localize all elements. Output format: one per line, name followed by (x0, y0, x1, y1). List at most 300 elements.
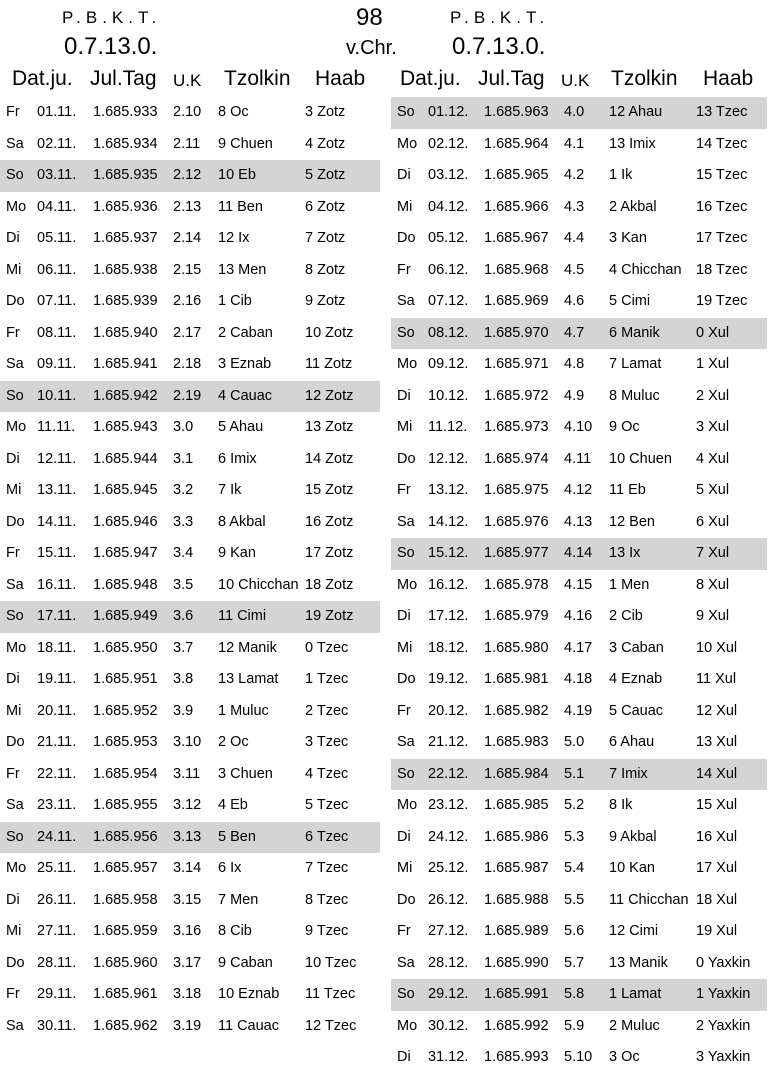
table-row (0, 948, 380, 980)
table-row (391, 790, 767, 822)
uk-cell: 4.8 (564, 356, 585, 372)
uk-cell: 2.17 (173, 324, 202, 341)
haab-cell: 10 Zotz (305, 324, 354, 341)
weekday-cell: Mo (397, 1017, 418, 1034)
tzolkin-cell: 1 Ik (609, 167, 633, 183)
haab-cell: 3 Yaxkin (696, 1049, 751, 1065)
date-cell: 07.12. (428, 293, 469, 309)
date-cell: 27.11. (37, 923, 77, 939)
haab-cell: 16 Zotz (305, 513, 354, 530)
tzolkin-cell: 11 Ben (218, 198, 263, 215)
date-cell: 22.12. (428, 765, 469, 782)
table-row (391, 696, 767, 728)
table-row (391, 286, 767, 318)
haab-cell: 5 Xul (696, 482, 730, 498)
tzolkin-cell: 4 Eznab (609, 671, 663, 687)
julian-day-cell: 1.685.976 (484, 513, 549, 530)
haab-cell: 10 Tzec (305, 954, 357, 971)
julian-day-cell: 1.685.945 (93, 482, 158, 498)
tzolkin-cell: 10 Eb (218, 167, 256, 183)
date-cell: 19.11. (37, 671, 77, 687)
table-row (391, 160, 767, 192)
weekday-cell: Mo (397, 797, 418, 813)
julian-day-cell: 1.685.955 (93, 797, 158, 813)
weekday-cell: Di (6, 450, 20, 467)
haab-cell: 19 Zotz (305, 608, 354, 624)
uk-cell: 3.6 (173, 608, 194, 624)
weekday-cell: Mo (397, 356, 418, 372)
uk-cell: 2.11 (173, 135, 201, 152)
weekday-cell: So (6, 828, 24, 845)
weekday-cell: Do (6, 293, 25, 309)
haab-cell: 11 Zotz (305, 356, 353, 372)
date-cell: 09.11. (37, 356, 77, 372)
julian-day-cell: 1.685.959 (93, 923, 158, 939)
julian-day-cell: 1.685.988 (484, 891, 549, 908)
date-cell: 10.12. (428, 387, 469, 404)
tzolkin-cell: 2 Caban (218, 324, 273, 341)
tzolkin-cell: 10 Kan (609, 860, 655, 876)
weekday-cell: Mo (6, 860, 27, 876)
julian-day-cell: 1.685.934 (93, 135, 158, 152)
tzolkin-cell: 10 Chuen (609, 450, 672, 467)
haab-cell: 9 Xul (696, 608, 730, 624)
haab-cell: 1 Tzec (305, 671, 349, 687)
uk-cell: 2.14 (173, 230, 202, 246)
table-row-sunday (0, 381, 380, 413)
date-cell: 14.11. (37, 513, 77, 530)
tzolkin-cell: 13 Ix (609, 545, 641, 561)
uk-cell: 5.4 (564, 860, 585, 876)
julian-day-cell: 1.685.967 (484, 230, 549, 246)
tzolkin-cell: 5 Ahau (218, 419, 264, 435)
julian-day-cell: 1.685.939 (93, 293, 158, 309)
table-row (391, 664, 767, 696)
uk-cell: 2.15 (173, 261, 202, 278)
table-row (391, 885, 767, 917)
tzolkin-cell: 8 Ik (609, 797, 633, 813)
right-pbkt-label: P.B.K.T. (450, 8, 550, 27)
date-cell: 15.12. (428, 545, 469, 561)
haab-cell: 14 Tzec (696, 135, 748, 152)
uk-cell: 5.9 (564, 1017, 585, 1034)
julian-day-cell: 1.685.942 (93, 387, 158, 404)
uk-cell: 4.12 (564, 482, 593, 498)
weekday-cell: Do (397, 891, 416, 908)
date-cell: 09.12. (428, 356, 469, 372)
table-row (0, 885, 380, 917)
tzolkin-cell: 8 Oc (218, 104, 249, 120)
weekday-cell: Sa (397, 954, 415, 971)
table-row-sunday (0, 822, 380, 854)
table-row (391, 570, 767, 602)
left-pbkt-label: P.B.K.T. (62, 8, 162, 27)
date-cell: 26.11. (37, 891, 77, 908)
tzolkin-cell: 9 Oc (609, 419, 640, 435)
uk-cell: 3.7 (173, 639, 194, 656)
julian-day-cell: 1.685.977 (484, 545, 549, 561)
left-col-header-jd: Jul.Tag (90, 67, 157, 90)
weekday-cell: Sa (6, 135, 24, 152)
haab-cell: 6 Zotz (305, 198, 346, 215)
tzolkin-cell: 7 Lamat (609, 356, 662, 372)
julian-day-cell: 1.685.946 (93, 513, 158, 530)
date-cell: 24.11. (37, 828, 77, 845)
table-row (0, 853, 380, 885)
table-row (0, 444, 380, 476)
haab-cell: 13 Tzec (696, 104, 748, 120)
julian-day-cell: 1.685.975 (484, 482, 549, 498)
table-row (391, 192, 767, 224)
haab-cell: 14 Zotz (305, 450, 354, 467)
right-col-header-tzolkin: Tzolkin (611, 67, 678, 90)
haab-cell: 7 Tzec (305, 860, 349, 876)
haab-cell: 4 Tzec (305, 765, 349, 782)
julian-day-cell: 1.685.966 (484, 198, 549, 215)
haab-cell: 3 Tzec (305, 734, 349, 750)
weekday-cell: Mi (6, 482, 22, 498)
tzolkin-cell: 3 Chuen (218, 765, 273, 782)
tzolkin-cell: 11 Chicchan (609, 891, 689, 908)
date-cell: 11.11. (37, 419, 76, 435)
date-cell: 20.12. (428, 702, 469, 719)
uk-cell: 4.14 (564, 545, 593, 561)
julian-day-cell: 1.685.992 (484, 1017, 549, 1034)
table-row (391, 223, 767, 255)
table-row (391, 129, 767, 161)
uk-cell: 4.18 (564, 671, 593, 687)
uk-cell: 5.0 (564, 734, 585, 750)
haab-cell: 11 Xul (696, 671, 737, 687)
date-cell: 13.12. (428, 482, 469, 498)
table-row (0, 507, 380, 539)
table-row (391, 412, 767, 444)
weekday-cell: Di (397, 167, 411, 183)
date-cell: 04.11. (37, 198, 77, 215)
weekday-cell: Mo (397, 135, 418, 152)
haab-cell: 16 Xul (696, 828, 738, 845)
date-cell: 17.12. (428, 608, 469, 624)
date-cell: 24.12. (428, 828, 469, 845)
tzolkin-cell: 2 Muluc (609, 1017, 660, 1034)
julian-day-cell: 1.685.973 (484, 419, 549, 435)
julian-day-cell: 1.685.944 (93, 450, 158, 467)
tzolkin-cell: 8 Cib (218, 923, 252, 939)
weekday-cell: Mi (6, 923, 22, 939)
uk-cell: 3.18 (173, 986, 202, 1002)
julian-day-cell: 1.685.950 (93, 639, 158, 656)
tzolkin-cell: 4 Chicchan (609, 261, 682, 278)
table-row (391, 1042, 767, 1074)
tzolkin-cell: 10 Chicchan (218, 576, 299, 593)
table-row (391, 633, 767, 665)
uk-cell: 4.7 (564, 324, 585, 341)
tzolkin-cell: 5 Cimi (609, 293, 651, 309)
date-cell: 28.11. (37, 954, 77, 971)
weekday-cell: Do (6, 513, 25, 530)
date-cell: 02.12. (428, 135, 469, 152)
haab-cell: 8 Xul (696, 576, 730, 593)
date-cell: 04.12. (428, 198, 469, 215)
table-row (391, 381, 767, 413)
left-col-header-tzolkin: Tzolkin (224, 67, 291, 90)
table-row (391, 475, 767, 507)
tzolkin-cell: 12 Ix (218, 230, 250, 246)
tzolkin-cell: 6 Ix (218, 860, 242, 876)
tzolkin-cell: 6 Imix (218, 450, 257, 467)
julian-day-cell: 1.685.981 (484, 671, 549, 687)
table-row-sunday (391, 97, 767, 129)
uk-cell: 5.8 (564, 986, 585, 1002)
table-row (0, 129, 380, 161)
haab-cell: 17 Xul (696, 860, 738, 876)
uk-cell: 4.13 (564, 513, 593, 530)
weekday-cell: Di (397, 1049, 411, 1065)
tzolkin-cell: 7 Imix (609, 765, 648, 782)
table-row (0, 696, 380, 728)
weekday-cell: Mi (397, 419, 413, 435)
date-cell: 27.12. (428, 923, 469, 939)
tzolkin-cell: 3 Eznab (218, 356, 272, 372)
uk-cell: 4.10 (564, 419, 593, 435)
uk-cell: 4.6 (564, 293, 585, 309)
julian-day-cell: 1.685.978 (484, 576, 549, 593)
weekday-cell: Mi (397, 639, 413, 656)
weekday-cell: Di (6, 671, 20, 687)
weekday-cell: So (397, 765, 415, 782)
haab-cell: 3 Zotz (305, 104, 346, 120)
table-row (391, 255, 767, 287)
tzolkin-cell: 13 Men (218, 261, 267, 278)
weekday-cell: Do (397, 450, 416, 467)
date-cell: 05.12. (428, 230, 469, 246)
weekday-cell: Di (397, 387, 411, 404)
uk-cell: 3.5 (173, 576, 194, 593)
tzolkin-cell: 8 Muluc (609, 387, 660, 404)
date-cell: 12.12. (428, 450, 469, 467)
date-cell: 13.11. (37, 482, 77, 498)
weekday-cell: Fr (397, 482, 411, 498)
tzolkin-cell: 2 Oc (218, 734, 249, 750)
table-row (0, 97, 380, 129)
tzolkin-cell: 3 Oc (609, 1049, 640, 1065)
tzolkin-cell: 11 Cauac (218, 1017, 279, 1034)
weekday-cell: Sa (6, 356, 24, 372)
weekday-cell: Do (6, 954, 25, 971)
right-calendar-table (391, 97, 767, 1074)
date-cell: 03.11. (37, 167, 77, 183)
julian-day-cell: 1.685.938 (93, 261, 158, 278)
tzolkin-cell: 7 Men (218, 891, 259, 908)
tzolkin-cell: 10 Eznab (218, 986, 280, 1002)
haab-cell: 6 Xul (696, 513, 730, 530)
julian-day-cell: 1.685.980 (484, 639, 549, 656)
haab-cell: 8 Tzec (305, 891, 349, 908)
haab-cell: 9 Tzec (305, 923, 349, 939)
haab-cell: 9 Zotz (305, 293, 346, 309)
weekday-cell: So (6, 608, 24, 624)
haab-cell: 7 Xul (696, 545, 730, 561)
uk-cell: 3.9 (173, 702, 194, 719)
tzolkin-cell: 11 Cimi (218, 608, 267, 624)
haab-cell: 12 Zotz (305, 387, 354, 404)
date-cell: 29.12. (428, 986, 469, 1002)
table-row (0, 1011, 380, 1043)
table-row (0, 759, 380, 791)
julian-day-cell: 1.685.963 (484, 104, 549, 120)
date-cell: 20.11. (37, 702, 77, 719)
haab-cell: 5 Tzec (305, 797, 349, 813)
table-row (391, 822, 767, 854)
weekday-cell: Mo (6, 198, 27, 215)
weekday-cell: Mi (6, 702, 22, 719)
table-row (391, 916, 767, 948)
tzolkin-cell: 12 Ahau (609, 104, 663, 120)
haab-cell: 18 Tzec (696, 261, 748, 278)
uk-cell: 2.19 (173, 387, 202, 404)
date-cell: 25.12. (428, 860, 469, 876)
tzolkin-cell: 3 Caban (609, 639, 664, 656)
tzolkin-cell: 9 Kan (218, 545, 256, 561)
table-row (0, 916, 380, 948)
haab-cell: 17 Tzec (696, 230, 748, 246)
haab-cell: 5 Zotz (305, 167, 346, 183)
date-cell: 18.11. (37, 639, 77, 656)
tzolkin-cell: 9 Caban (218, 954, 273, 971)
date-cell: 31.12. (428, 1049, 469, 1065)
weekday-cell: Fr (397, 261, 411, 278)
julian-day-cell: 1.685.964 (484, 135, 549, 152)
uk-cell: 4.3 (564, 198, 585, 215)
table-row-sunday (391, 538, 767, 570)
haab-cell: 2 Yaxkin (696, 1017, 751, 1034)
tzolkin-cell: 8 Akbal (218, 513, 266, 530)
julian-day-cell: 1.685.960 (93, 954, 158, 971)
uk-cell: 4.17 (564, 639, 593, 656)
date-cell: 22.11. (37, 765, 77, 782)
weekday-cell: Mi (397, 198, 413, 215)
uk-cell: 3.1 (173, 450, 194, 467)
tzolkin-cell: 12 Ben (609, 513, 655, 530)
date-cell: 23.12. (428, 797, 469, 813)
table-row (0, 318, 380, 350)
date-cell: 03.12. (428, 167, 469, 183)
uk-cell: 5.2 (564, 797, 585, 813)
uk-cell: 5.7 (564, 954, 585, 971)
uk-cell: 3.12 (173, 797, 202, 813)
date-cell: 28.12. (428, 954, 469, 971)
uk-cell: 3.19 (173, 1017, 202, 1034)
tzolkin-cell: 4 Cauac (218, 387, 273, 404)
uk-cell: 2.16 (173, 293, 202, 309)
uk-cell: 2.10 (173, 104, 202, 120)
table-row-sunday (391, 759, 767, 791)
weekday-cell: Fr (6, 986, 20, 1002)
julian-day-cell: 1.685.933 (93, 104, 158, 120)
julian-day-cell: 1.685.949 (93, 608, 158, 624)
uk-cell: 3.16 (173, 923, 202, 939)
table-row (391, 1011, 767, 1043)
haab-cell: 10 Xul (696, 639, 738, 656)
julian-day-cell: 1.685.935 (93, 167, 158, 183)
date-cell: 07.11. (37, 293, 77, 309)
julian-day-cell: 1.685.941 (93, 356, 158, 372)
tzolkin-cell: 5 Ben (218, 828, 256, 845)
table-row (0, 223, 380, 255)
right-long-count: 0.7.13.0. (452, 33, 546, 60)
date-cell: 21.11. (37, 734, 77, 750)
haab-cell: 0 Xul (696, 324, 730, 341)
tzolkin-cell: 6 Manik (609, 324, 660, 341)
date-cell: 26.12. (428, 891, 469, 908)
date-cell: 17.11. (37, 608, 77, 624)
julian-day-cell: 1.685.970 (484, 324, 549, 341)
table-row-sunday (0, 601, 380, 633)
julian-day-cell: 1.685.974 (484, 450, 549, 467)
julian-day-cell: 1.685.984 (484, 765, 549, 782)
haab-cell: 19 Xul (696, 923, 738, 939)
table-row-sunday (391, 318, 767, 350)
table-row (0, 538, 380, 570)
left-col-header-uk: U.K (173, 71, 202, 90)
julian-day-cell: 1.685.952 (93, 702, 158, 719)
left-long-count: 0.7.13.0. (64, 33, 158, 60)
date-cell: 21.12. (428, 734, 469, 750)
table-row (0, 979, 380, 1011)
uk-cell: 2.18 (173, 356, 202, 372)
haab-cell: 13 Zotz (305, 419, 354, 435)
haab-cell: 1 Xul (696, 356, 730, 372)
weekday-cell: Fr (397, 923, 411, 939)
date-cell: 01.11. (37, 104, 77, 120)
weekday-cell: Sa (6, 576, 24, 593)
tzolkin-cell: 3 Kan (609, 230, 647, 246)
julian-day-cell: 1.685.993 (484, 1049, 549, 1065)
uk-cell: 3.11 (173, 765, 201, 782)
haab-cell: 6 Tzec (305, 828, 349, 845)
weekday-cell: Sa (397, 513, 415, 530)
haab-cell: 3 Xul (696, 419, 730, 435)
table-row (391, 507, 767, 539)
right-col-header-uk: U.K (561, 71, 590, 90)
weekday-cell: Mo (6, 419, 27, 435)
uk-cell: 3.14 (173, 860, 202, 876)
julian-day-cell: 1.685.972 (484, 387, 549, 404)
tzolkin-cell: 7 Ik (218, 482, 242, 498)
julian-day-cell: 1.685.957 (93, 860, 158, 876)
julian-day-cell: 1.685.989 (484, 923, 549, 939)
haab-cell: 0 Yaxkin (696, 954, 751, 971)
uk-cell: 3.13 (173, 828, 202, 845)
julian-day-cell: 1.685.968 (484, 261, 549, 278)
uk-cell: 3.0 (173, 419, 194, 435)
julian-day-cell: 1.685.986 (484, 828, 549, 845)
uk-cell: 4.11 (564, 450, 592, 467)
julian-day-cell: 1.685.987 (484, 860, 549, 876)
julian-day-cell: 1.685.971 (484, 356, 549, 372)
weekday-cell: Mo (6, 639, 27, 656)
haab-cell: 8 Zotz (305, 261, 346, 278)
weekday-cell: So (397, 104, 415, 120)
uk-cell: 4.1 (564, 135, 585, 152)
table-row (0, 570, 380, 602)
uk-cell: 4.15 (564, 576, 593, 593)
weekday-cell: Di (397, 828, 411, 845)
tzolkin-cell: 12 Manik (218, 639, 277, 656)
tzolkin-cell: 13 Manik (609, 954, 668, 971)
haab-cell: 11 Tzec (305, 986, 356, 1002)
uk-cell: 2.12 (173, 167, 202, 183)
